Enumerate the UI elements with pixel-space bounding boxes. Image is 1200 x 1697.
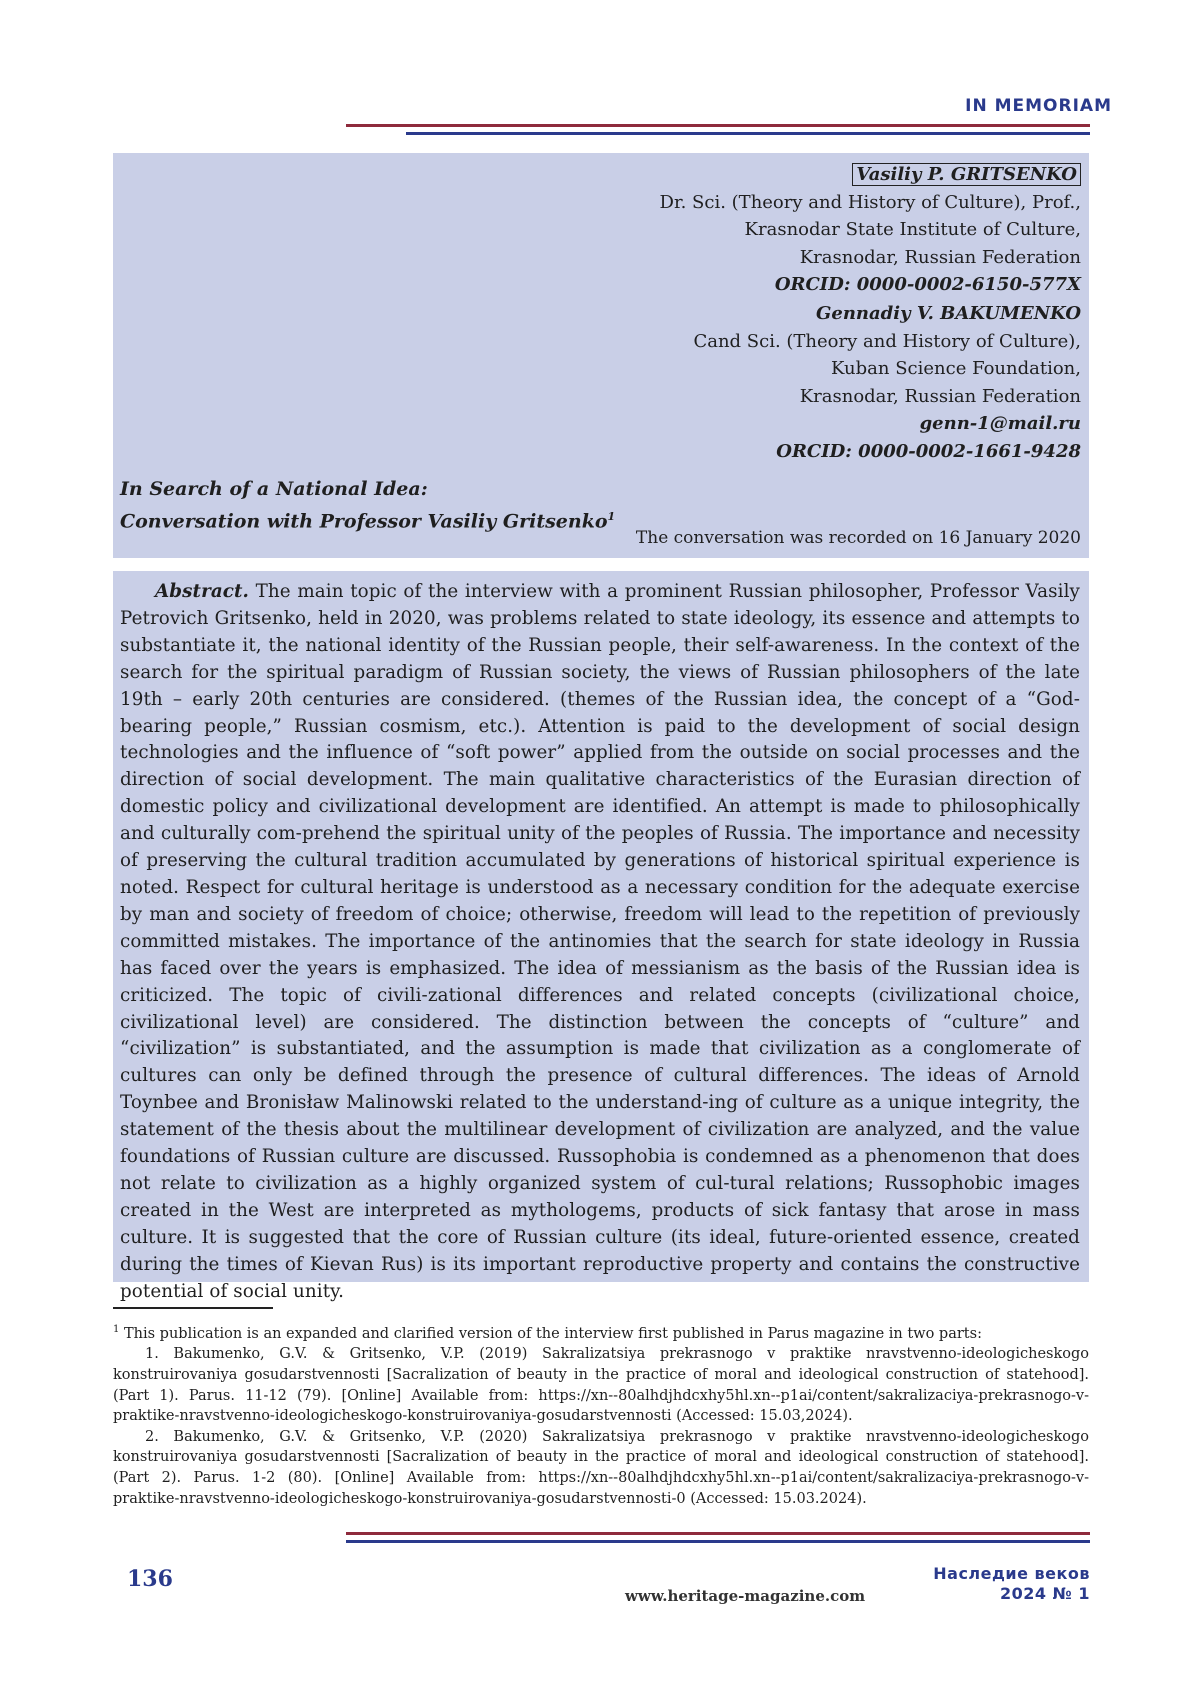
abstract-text bbox=[120, 579, 1080, 1305]
author-2-name: Gennadiy V. BAKUMENKO bbox=[816, 303, 1081, 324]
journal-issue: 2024 № 1 bbox=[999, 1584, 1090, 1603]
author-1-affiliation: Krasnodar State Institute of Culture, bbox=[744, 219, 1081, 240]
header-rule-red bbox=[346, 124, 1090, 127]
article-title-line-1: In Search of a National Idea: bbox=[120, 478, 428, 500]
author-2-email[interactable]: genn-1@mail.ru bbox=[919, 413, 1081, 434]
author-panel bbox=[113, 153, 1089, 558]
title-footnote-mark[interactable]: 1 bbox=[607, 510, 616, 523]
author-2 bbox=[693, 300, 1081, 465]
footnote bbox=[113, 1320, 1089, 1509]
author-2-degree: Cand Sci. (Theory and History of Culture), bbox=[693, 330, 1081, 352]
author-2-location: Krasnodar, Russian Federation bbox=[799, 385, 1081, 407]
footnote-intro: This publication is an expanded and clarified version of the interview first published in Parus magazine in two parts: bbox=[123, 1325, 982, 1342]
author-1-location: Krasnodar, Russian Federation bbox=[799, 246, 1081, 268]
footnote-mark: 1 bbox=[113, 1324, 120, 1335]
header-rule-blue bbox=[406, 132, 1090, 135]
author-1 bbox=[660, 161, 1081, 299]
footer-rule-red bbox=[346, 1532, 1090, 1535]
footer-rule-blue bbox=[346, 1540, 1090, 1543]
article-title-line-2: Conversation with Professor Vasiliy Gritsenko bbox=[120, 510, 608, 533]
section-title: IN MEMORIAM bbox=[965, 96, 1112, 116]
abstract-body: The main topic of the interview with a prominent Russian philosopher, Professor Vasily Petrovich Gritsenko, held in 2020, was problems related to state ideology, its essence and attempts to substantiate it, the national identity of the Russian people, their self-awareness. In the context of the search for the spiritual paradigm of Russian society, the views of Russian philosophers of the late 19th – early 20th centuries are considered. (themes of the Russian idea, the concept of a “God-bearing people,” Russian cosmism, etc.). Attention is paid to the development of social design technologies and the influence of “soft power” applied from the outside on social processes and the direction of social development. The main qualitative characteristics of the Eurasian direction of domestic policy and civilizational development are identified. An attempt is made to philosophically and culturally com-prehend the spiritual unity of the peoples of Russia. The importance and necessity of preserving the cultural tradition accumulated by generations of historical spiritual experience is noted. Respect for cultural heritage is understood as a necessary condition for the adequate exercise by man and society of freedom of choice; otherwise, freedom will lead to the repetition of previously committed mistakes. The importance of the antinomies that the search for state ideology in Russia has faced over the years is emphasized. The idea of messianism as the basis of the Russian idea is criticized. The topic of civili-zational differences and related concepts (civilizational choice, civilizational level) are considered. The distinction between the concepts of “culture” and “civilization” is substantiated, and the assumption is made that civilization as a conglomerate of cultures can only be defined through the presence of cultural differences. The ideas of Arnold Toynbee and Bronisław Malinowski related to the understand-ing of culture as a unique integrity, the statement of the thesis about the multilinear development of civilization are analyzed, and the value foundations of Russian culture are discussed. Russophobia is condemned as a phenomenon that does not relate to civilization as a highly organized system of cul-tural relations; Russophobic images created in the West are interpreted as mythologems, products of sick fantasy that arose in mass culture. It is suggested that the core of Russian culture (its ideal, future-oriented essence, created during the times of Kievan Rus) is its important reproductive property and contains the constructive potential of social unity. bbox=[120, 581, 1080, 1302]
footnote-ref-1: 1. Bakumenko, G.V. & Gritsenko, V.P. (2019) Sakralizatsiya prekrasnogo v praktike nravstvenno-ideologicheskogo konstruirovaniya gosudarstvennosti [Sacralization of beauty in the practice of moral and ideological construction of statehood]. (Part 1). Parus. 11-12 (79). [Online] Available from: https://xn--80alhdjhdcxhy5hl.xn--p1ai/content/sakralizaciya-prekrasnogo-v-praktike-nravstvenno-ideologicheskogo-konstruirovaniya-gosudarstvennosti (Accessed: 15.03,2024). bbox=[113, 1346, 1089, 1425]
footnote-ref-2: 2. Bakumenko, G.V. & Gritsenko, V.P. (2020) Sakralizatsiya prekrasnogo v praktike nravstvenno-ideologicheskogo konstruirovaniya gosudarstvennosti [Sacralization of beauty in the practice of moral and ideological construction of statehood]. (Part 2). Parus. 1-2 (80). [Online] Available from: https://xn--80alhdjhdcxhy5hl.xn--p1ai/content/sakralizaciya-prekrasnogo-v-praktike-nravstvenno-ideologicheskogo-konstruirovaniya-gosudarstvennosti-0 (Accessed: 15.03.2024). bbox=[113, 1428, 1089, 1507]
author-1-degree: Dr. Sci. (Theory and History of Culture), Prof., bbox=[659, 191, 1081, 213]
journal-name bbox=[933, 1564, 1090, 1604]
abstract-panel bbox=[113, 571, 1089, 1302]
website-link[interactable]: www.heritage-magazine.com bbox=[625, 1587, 866, 1605]
author-2-orcid: ORCID: 0000-0002-1661-9428 bbox=[776, 440, 1081, 462]
page-number: 136 bbox=[127, 1566, 173, 1592]
article-title bbox=[120, 476, 615, 535]
journal-title: Наследие веков bbox=[933, 1564, 1090, 1583]
author-1-orcid: ORCID: 0000-0002-6150-577X bbox=[774, 274, 1081, 295]
recorded-date: The conversation was recorded on 16 January 2020 bbox=[635, 528, 1081, 548]
author-2-affiliation: Kuban Science Foundation, bbox=[830, 358, 1081, 379]
author-1-name: Vasiliy P. GRITSENKO bbox=[852, 163, 1081, 186]
abstract-label: Abstract. bbox=[155, 581, 250, 602]
footnote-divider bbox=[113, 1307, 273, 1309]
